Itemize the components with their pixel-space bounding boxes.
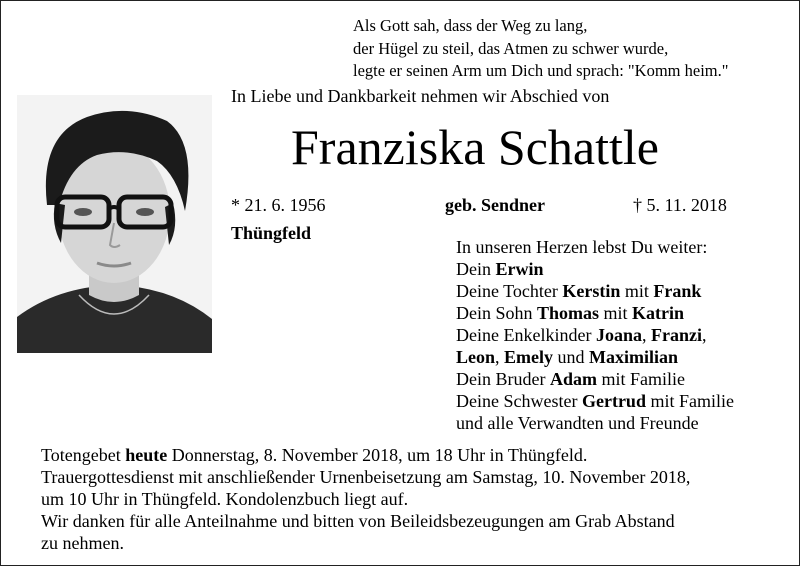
service-info bbox=[41, 444, 781, 554]
poem bbox=[353, 15, 728, 83]
text: , bbox=[495, 347, 505, 367]
text: mit bbox=[599, 303, 633, 323]
hometown: Thüngfeld bbox=[231, 223, 312, 243]
service-line: Trauergottesdienst mit anschließender Urnenbeisetzung am Samstag, 10. November 2018, bbox=[41, 467, 691, 487]
mourner-name: Emely bbox=[504, 347, 554, 367]
service-line: zu nehmen. bbox=[41, 533, 124, 553]
text: und bbox=[553, 347, 590, 367]
mourner-name: Adam bbox=[549, 369, 597, 389]
mourner-name: Franzi bbox=[650, 325, 702, 345]
mourner-line: und alle Verwandten und Freunde bbox=[456, 413, 699, 433]
text: mit bbox=[620, 281, 654, 301]
mourner-name: Gertrud bbox=[581, 391, 646, 411]
mourner-line bbox=[456, 280, 734, 302]
mourner-line bbox=[456, 324, 734, 346]
mourner-name: Maximilian bbox=[589, 347, 679, 367]
deceased-name: Franziska Schattle bbox=[291, 119, 659, 175]
mourner-name: Erwin bbox=[495, 259, 544, 279]
mourner-line bbox=[456, 390, 734, 412]
text: mit Familie bbox=[645, 391, 734, 411]
poem-line: Als Gott sah, dass der Weg zu lang, bbox=[353, 16, 588, 35]
text: Deine Tochter bbox=[456, 281, 563, 301]
text: Dein Sohn bbox=[456, 303, 537, 323]
mourner-name: Katrin bbox=[632, 303, 685, 323]
mourner-name: Frank bbox=[653, 281, 702, 301]
text: , bbox=[641, 325, 651, 345]
service-line: Wir danken für alle Anteilnahme und bitten von Beileidsbezeugungen am Grab Abstand bbox=[41, 511, 675, 531]
mourner-line bbox=[456, 368, 734, 390]
service-line: um 10 Uhr in Thüngfeld. Kondolenzbuch liegt auf. bbox=[41, 489, 409, 509]
text: Deine Schwester bbox=[456, 391, 582, 411]
text: Dein Bruder bbox=[456, 369, 550, 389]
birth-date: * 21. 6. 1956 bbox=[231, 195, 326, 215]
mourner-name: Thomas bbox=[537, 303, 600, 323]
intro-text: In Liebe und Dankbarkeit nehmen wir Abschied von bbox=[231, 86, 610, 106]
mourner-line bbox=[456, 258, 734, 280]
text: Dein bbox=[456, 259, 496, 279]
mourner-name: Joana bbox=[595, 325, 642, 345]
mourners-heading: In unseren Herzen lebst Du weiter: bbox=[456, 237, 708, 257]
text: Deine Enkelkinder bbox=[456, 325, 596, 345]
portrait-photo bbox=[17, 95, 212, 353]
mourner-line bbox=[456, 346, 734, 368]
poem-line: der Hügel zu steil, das Atmen zu schwer wurde, bbox=[353, 38, 669, 58]
service-line bbox=[41, 444, 781, 466]
text: Donnerstag, 8. November 2018, um 18 Uhr in Thüngfeld. bbox=[167, 445, 588, 465]
text: Totengebet bbox=[41, 445, 126, 465]
text: mit Familie bbox=[597, 369, 685, 389]
poem-line: legte er seinen Arm um Dich und sprach: "Komm heim." bbox=[353, 61, 729, 80]
emphasis: heute bbox=[125, 445, 168, 465]
text: , bbox=[701, 325, 707, 345]
death-date: † 5. 11. 2018 bbox=[633, 195, 727, 215]
mourner-name: Leon bbox=[456, 347, 496, 367]
mourner-name: Kerstin bbox=[562, 281, 621, 301]
maiden-name: geb. Sendner bbox=[445, 195, 546, 215]
mourner-line bbox=[456, 302, 734, 324]
mourners-list bbox=[456, 236, 734, 434]
